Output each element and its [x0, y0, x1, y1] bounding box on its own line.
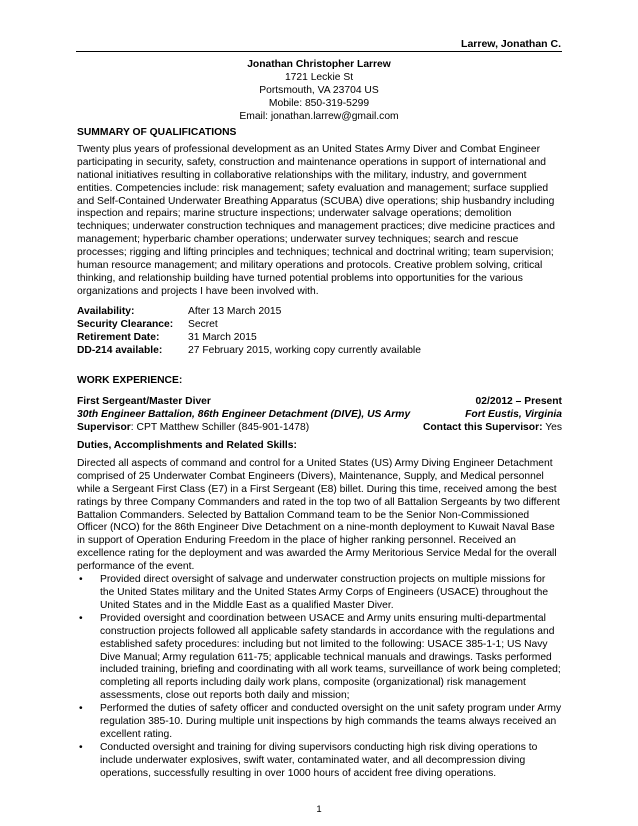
contact-name: Jonathan Christopher Larrew: [247, 59, 391, 70]
contact-address-line2: Portsmouth, VA 23704 US: [259, 85, 379, 96]
list-item-text: Conducted oversight and training for diving supervisors conducting high risk diving operations to include underwater explosives, swift water, contaminated water, and all decompression diving operations, successfully resulting in over 1000 hours of accident free diving operations.: [100, 741, 538, 779]
info-row-dd214: [77, 345, 562, 358]
page-number: 1: [316, 804, 322, 815]
info-row-retirement-date: [77, 332, 562, 345]
list-item: [77, 703, 562, 742]
bullet-icon: •: [79, 703, 83, 715]
contact-supervisor-value: Yes: [542, 422, 562, 434]
job-location: Fort Eustis, Virginia: [465, 409, 562, 421]
info-value: 27 February 2015, working copy currently available: [188, 344, 421, 356]
list-item-text: Provided oversight and coordination between USACE and Army units ensuring multi-departmental construction projects followed all applicable safety standards in accordance with the regulations and established safety procedures: including but not limited to the following: USACE 385-1-1; US Navy Dive Manual; Army regulation 611-75; applicable technical manuals and drawings. Tasks performed included training, briefing and coordinating with all work teams, surveillance of work being completed; completing all reports including daily work plans, composite (organizational) risk management assessments, close out reports both daily and mission;: [100, 612, 561, 702]
list-item: [77, 742, 562, 781]
info-value: Secret: [188, 318, 218, 330]
job-supervisor-row: [77, 422, 562, 435]
work-heading: WORK EXPERIENCE:: [77, 375, 183, 387]
info-value: 31 March 2015: [188, 331, 257, 343]
info-row-availability: [77, 306, 562, 319]
bullet-icon: •: [79, 574, 83, 586]
info-label: Retirement Date:: [77, 331, 160, 343]
contact-mobile: Mobile: 850-319-5299: [268, 98, 370, 109]
contact-block: [0, 58, 638, 123]
job-title-row: [77, 396, 562, 409]
supervisor-value: : CPT Matthew Schiller (845-901-1478): [130, 422, 310, 434]
contact-supervisor-label: Contact this Supervisor:: [422, 422, 543, 434]
info-row-security-clearance: [77, 319, 562, 332]
duties-heading: Duties, Accomplishments and Related Skills:: [77, 440, 297, 452]
job-dates: 02/2012 – Present: [475, 396, 562, 408]
header-name: Larrew, Jonathan C.: [461, 38, 561, 50]
header-rule: [76, 51, 562, 52]
info-block: [77, 306, 562, 358]
summary-heading: SUMMARY OF QUALIFICATIONS: [77, 127, 237, 138]
duties-list: [77, 574, 562, 781]
job-org-row: [77, 409, 562, 422]
job-title: First Sergeant/Master Diver: [77, 396, 211, 408]
list-item-text: Performed the duties of safety officer and conducted oversight on the unit safety program under Army regulation 385-10. During multiple unit inspections by high commands the teams always received an excellent rating.: [100, 703, 562, 740]
list-item: [77, 613, 562, 703]
bullet-icon: •: [79, 612, 83, 624]
job-organization: 30th Engineer Battalion, 86th Engineer Detachment (DIVE), US Army: [77, 409, 411, 421]
bullet-icon: •: [79, 741, 83, 753]
job-entry: [77, 396, 562, 780]
resume-content: [77, 127, 562, 781]
list-item: [77, 574, 562, 613]
supervisor-label: Supervisor: [77, 422, 131, 434]
contact-email: Email: jonathan.larrew@gmail.com: [239, 111, 399, 122]
info-label: DD-214 available:: [77, 344, 163, 356]
info-label: Security Clearance:: [77, 318, 174, 330]
info-label: Availability:: [77, 305, 135, 317]
supervisor: [77, 422, 309, 435]
info-value: After 13 March 2015: [188, 305, 282, 317]
list-item-text: Provided direct oversight of salvage and underwater construction projects on multiple missions for the United States military and the United States Army Corps of Engineers (USACE) throughout the United States and in the Middle East as a qualified Master Diver.: [100, 574, 549, 611]
contact-supervisor: [423, 422, 562, 435]
summary-text: Twenty plus years of professional development as an United States Army Diver and Combat Engineer participating in security, safety, construction and maintenance operations in support of international and national initiatives resulting in collaborative relationships with the military, industry, and government entities. Competencies include: risk management; safety evaluation and management; surface supplied and Self-Contained Underwater Breathing Apparatus (SCUBA) dive operations; ship husbandry including inspection and repairs; marine structure inspections; underwater salvage operations; demolition techniques; underwater construction techniques and management practices; dive medicine practices and management; hyperbaric chamber operations; underwater survey techniques; search and rescue processes; rigging and lifting principles and techniques; technical and doctrinal writing; team supervision; human resource management; and military operations and protocols. Creative problem solving, critical thinking, and relationship building have turned potential problems into opportunities for the various organizations and projects I have been involved with.: [77, 143, 555, 297]
contact-address-line1: 1721 Leckie St: [284, 72, 354, 83]
duties-text: Directed all aspects of command and control for a United States (US) Army Diving Engineer Detachment comprised of 25 Underwater Combat Engineers (Divers), Maintenance, Supply, and Medical personnel while a Sergeant First Class (E7) in a First Sergeant (E8) billet. During this time, received among the best ratings by three Company Commanders and rated in the top two of all Battalion Sergeants by two different Battalion Commanders. Selected by Battalion Command team to be the Senior Non-Commissioned Officer (NCO) for the 86th Engineer Dive Detachment on a nine-month deployment to Kuwait Naval Base in support of Operation Enduring Freedom in the place of higher ranking personnel. Received an excellence rating for the deployment and was awarded the Army Meritorious Service Medal for the overall performance of the event.: [77, 457, 560, 573]
